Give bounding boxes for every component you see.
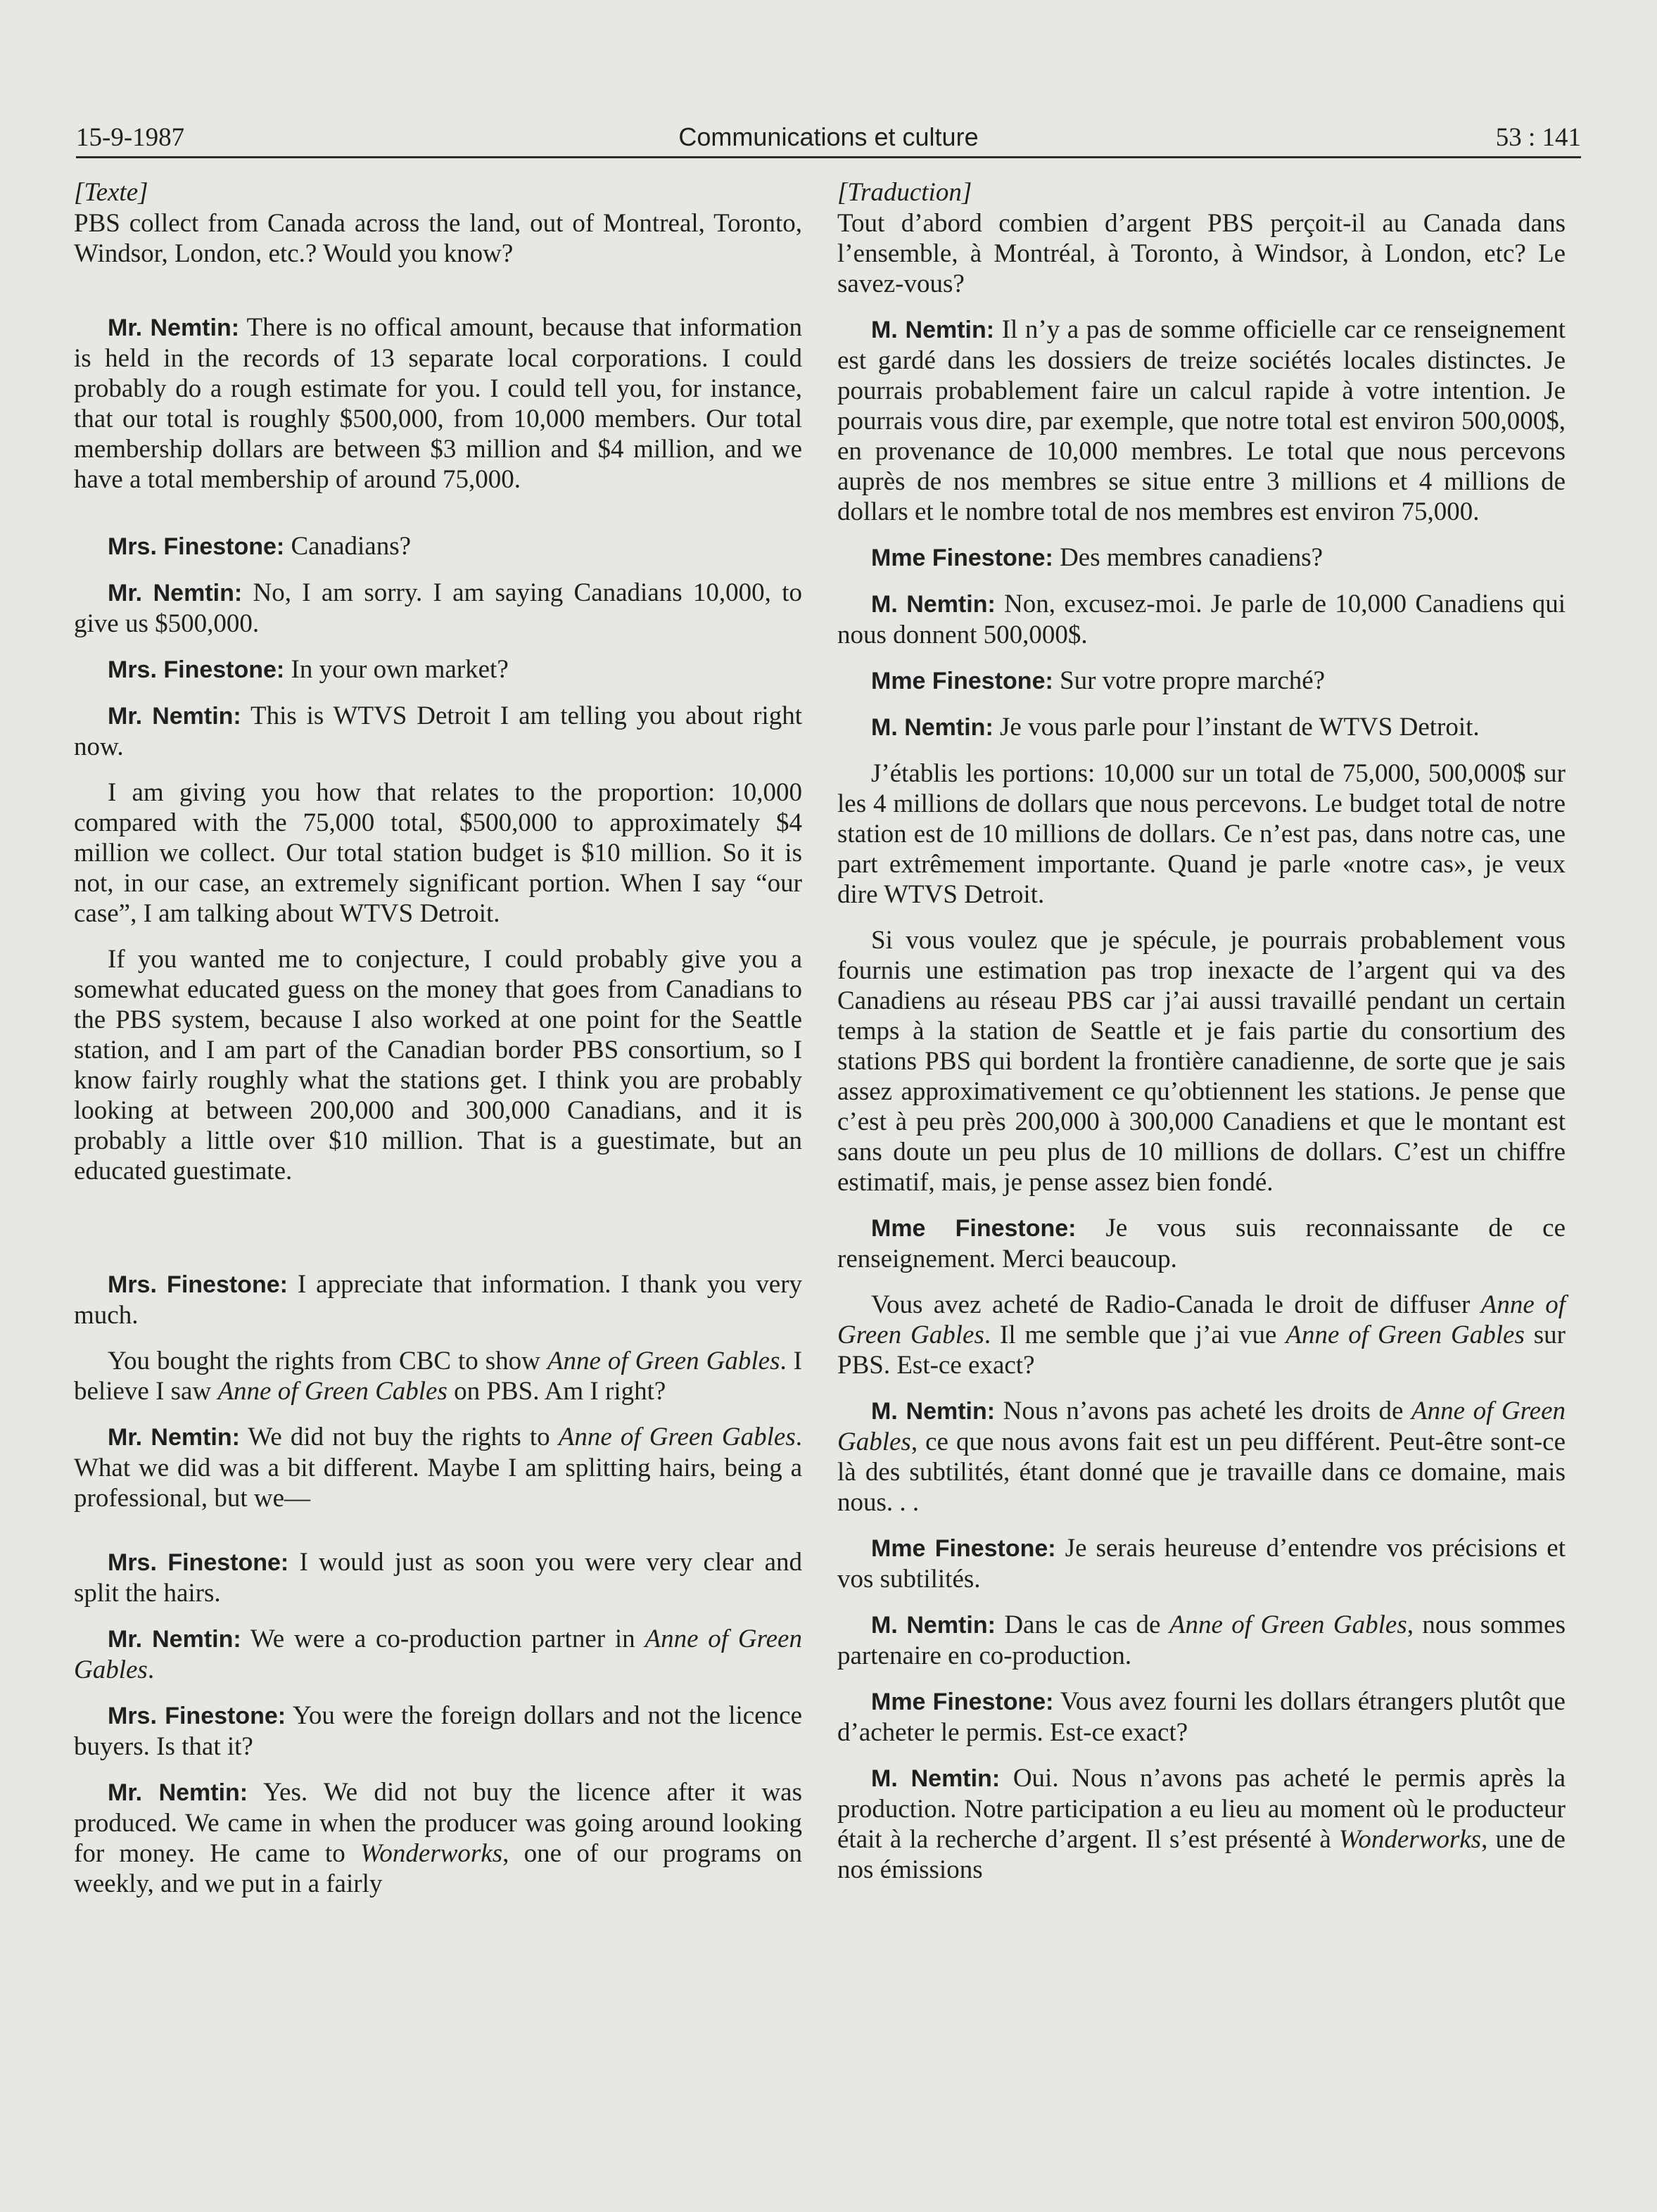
- speaker-paragraph: Mrs. Finestone: Canadians?: [108, 532, 412, 561]
- speaker-name: Mrs. Finestone:: [108, 1549, 289, 1576]
- speaker-paragraph: Mr. Nemtin: We were a co-production partner in Anne of Green Gables.: [74, 1625, 802, 1684]
- speaker-name: Mr. Nemtin:: [108, 1779, 248, 1806]
- speaker-name: Mr. Nemtin:: [108, 703, 241, 730]
- speaker-name: M. Nemtin:: [871, 1765, 1001, 1792]
- speaker-paragraph: Mme Finestone: Vous avez fourni les dollars étrangers plutôt que d’acheter le permis. Est-ce exact?: [837, 1687, 1566, 1747]
- speaker-name: Mr. Nemtin:: [108, 314, 240, 341]
- speaker-name: M. Nemtin:: [871, 1612, 996, 1639]
- speaker-name: Mme Finestone:: [871, 1689, 1054, 1715]
- speaker-paragraph: Mrs. Finestone: I appreciate that information. I thank you very much.: [74, 1270, 803, 1330]
- speaker-paragraph: Mr. Nemtin: There is no offical amount, because that information is held in the records of 13 separate local corporations. I could probably do a rough estimate for you. I could tell you, for instance, that our total is roughly $500,000, from 10,000 members. Our total membership dollars are between $3 million and $4 million, and we have a total membership of around 75,000.: [74, 313, 802, 494]
- speaker-paragraph: Mrs. Finestone: I would just as soon you were very clear and split the hairs.: [74, 1548, 802, 1608]
- header-title: Communications et culture: [678, 122, 979, 151]
- speaker-name: Mme Finestone:: [871, 1215, 1077, 1242]
- paragraph: Vous avez acheté de Radio-Canada le droit de diffuser Anne of Green Gables. Il me semble que j’ai vue Anne of Green Gables sur PBS. Est-ce exact?: [837, 1290, 1566, 1380]
- speaker-paragraph: M. Nemtin: Je vous parle pour l’instant de WTVS Detroit.: [871, 713, 1480, 742]
- section-label-text: [Texte]: [74, 178, 148, 207]
- speaker-name: M. Nemtin:: [871, 317, 995, 343]
- speaker-paragraph: Mrs. Finestone: You were the foreign dollars and not the licence buyers. Is that it?: [74, 1701, 802, 1761]
- speaker-name: Mrs. Finestone:: [108, 1271, 288, 1298]
- speaker-paragraph: Mme Finestone: Des membres canadiens?: [871, 543, 1323, 572]
- speaker-paragraph: Mme Finestone: Sur votre propre marché?: [871, 666, 1326, 695]
- speaker-name: Mrs. Finestone:: [108, 656, 285, 683]
- french-column: [837, 177, 1566, 1900]
- speaker-paragraph: Mr. Nemtin: This is WTVS Detroit I am telling you about right now.: [74, 701, 802, 761]
- speaker-name: Mme Finestone:: [871, 545, 1053, 571]
- speaker-name: Mrs. Finestone:: [108, 1703, 286, 1729]
- speaker-paragraph: M. Nemtin: Il n’y a pas de somme officielle car ce renseignement est gardé dans les dossiers de treize sociétés locales distinctes. Je pourrais probablement faire un calcul rapide à votre intention. Je pourrais vous dire, par exemple, que notre total est environ 500,000$, en provenance de 10,000 membres. Le total que nous percevons auprès de nos membres se situe entre 3 millions et 4 millions de dollars et le nombre total de nos membres est environ 75,000.: [837, 315, 1566, 526]
- paragraph: You bought the rights from CBC to show Anne of Green Gables. I believe I saw Anne of Green Cables on PBS. Am I right?: [74, 1347, 803, 1406]
- header-page-number: 53 : 141: [1495, 123, 1581, 152]
- speaker-paragraph: Mme Finestone: Je vous suis reconnaissante de ce renseignement. Merci beaucoup.: [837, 1214, 1566, 1273]
- paragraph: Si vous voulez que je spécule, je pourrais probablement vous fournis une estimation pas trop inexacte de l’argent qui va des Canadiens au réseau PBS car j’ai aussi travaillé pendant un certain temps à la station de Seattle et je fais partie du consortium des stations PBS qui bordent la frontière canadienne, de sorte que je sais assez approximativement ce qu’obtiennent les stations. Je pense que c’est à peu près 200,000 à 300,000 Canadiens et que le montant est sans doute un peu plus de 10 millions de dollars. C’est un chiffre estimatif, mais, je pense assez bien fondé.: [837, 926, 1566, 1197]
- speaker-name: Mme Finestone:: [871, 1535, 1056, 1562]
- speaker-paragraph: Mr. Nemtin: No, I am sorry. I am saying Canadians 10,000, to give us $500,000.: [74, 578, 803, 638]
- speaker-name: Mr. Nemtin:: [108, 1424, 240, 1451]
- speaker-paragraph: Mrs. Finestone: In your own market?: [108, 655, 509, 684]
- speaker-name: M. Nemtin:: [871, 714, 993, 741]
- speaker-paragraph: Mr. Nemtin: We did not buy the rights to Anne of Green Gables. What we did was a bit different. Maybe I am splitting hairs, being a professional, but we—: [74, 1423, 803, 1513]
- speaker-name: M. Nemtin:: [871, 591, 996, 618]
- paragraph: PBS collect from Canada across the land, out of Montreal, Toronto, Windsor, London, etc.? Would you know?: [74, 209, 802, 268]
- english-column: [74, 177, 802, 1914]
- section-label-traduction: [Traduction]: [837, 178, 972, 207]
- page-header: [76, 120, 1581, 158]
- speaker-name: Mme Finestone:: [871, 668, 1053, 694]
- speaker-name: M. Nemtin:: [871, 1398, 996, 1425]
- speaker-paragraph: M. Nemtin: Oui. Nous n’avons pas acheté le permis après la production. Notre participation a eu lieu au moment où le producteur était à la recherche d’argent. Il s’est présenté à Wonderworks, une de nos émissions: [837, 1764, 1566, 1884]
- speaker-paragraph: M. Nemtin: Non, excusez-moi. Je parle de 10,000 Canadiens qui nous donnent 500,000$.: [837, 590, 1566, 649]
- speaker-name: Mrs. Finestone:: [108, 533, 285, 560]
- header-date: 15-9-1987: [76, 123, 185, 152]
- speaker-name: Mr. Nemtin:: [108, 580, 243, 606]
- speaker-paragraph: Mr. Nemtin: Yes. We did not buy the licence after it was produced. We came in when the producer was going around looking for money. He came to Wonderworks, one of our programs on weekly, and we put in a fairly: [74, 1778, 802, 1898]
- speaker-name: Mr. Nemtin:: [108, 1626, 241, 1653]
- speaker-paragraph: M. Nemtin: Nous n’avons pas acheté les droits de Anne of Green Gables, ce que nous avons fait est un peu différent. Peut-être sont-ce là des subtilités, étant donné que je travaille dans ce domaine, mais nous. . .: [837, 1397, 1566, 1517]
- paragraph: J’établis les portions: 10,000 sur un total de 75,000, 500,000$ sur les 4 millions de dollars que nous percevons. Le budget total de notre station est de 10 millions de dollars. Ce n’est pas, dans notre cas, une part extrêmement importante. Quand je parle «notre cas», je veux dire WTVS Detroit.: [837, 759, 1566, 909]
- paragraph: Tout d’abord combien d’argent PBS perçoit-il au Canada dans l’ensemble, à Montréal, à Toronto, à Windsor, à London, etc? Le savez-vous?: [837, 209, 1566, 298]
- speaker-paragraph: Mme Finestone: Je serais heureuse d’entendre vos précisions et vos subtilités.: [837, 1534, 1566, 1594]
- paragraph: If you wanted me to conjecture, I could probably give you a somewhat educated guess on the money that goes from Canadians to the PBS system, because I also worked at one point for the Seattle station, and I am part of the Canadian border PBS consortium, so I know fairly roughly what the stations get. I think you are probably looking at between 200,000 and 300,000 Canadians, and it is probably a little over $10 million. That is a guestimate, but an educated guestimate.: [74, 945, 802, 1186]
- speaker-paragraph: M. Nemtin: Dans le cas de Anne of Green Gables, nous sommes partenaire en co-production.: [837, 1610, 1566, 1670]
- paragraph: I am giving you how that relates to the proportion: 10,000 compared with the 75,000 total, $500,000 to approximately $4 million we collect. Our total station budget is $10 million. So it is not, in our case, an extremely significant portion. When I say “our case”, I am talking about WTVS Detroit.: [74, 778, 802, 928]
